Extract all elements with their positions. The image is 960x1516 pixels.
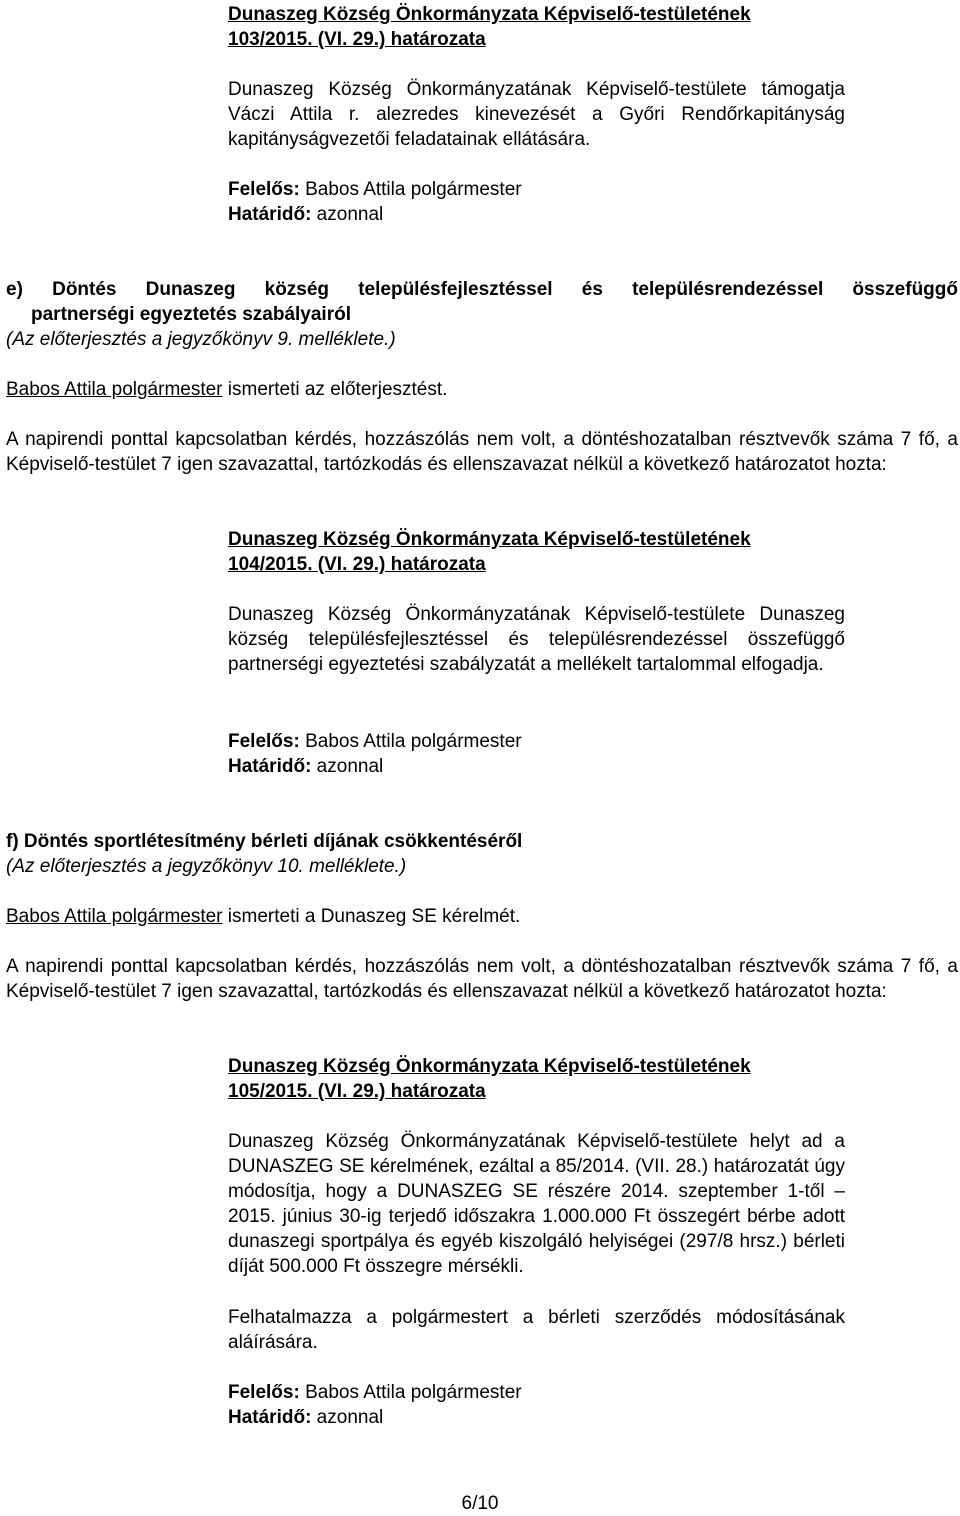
responsible-value: Babos Attila polgármester [299,179,522,200]
deadline-value: azonnal [311,204,384,225]
resolution-text-105: Dunaszeg Község Önkormányzatának Képviselő-testülete helyt ad a DUNASZEG SE kérelmének, ezáltal a 85/2014. (VII. 28.) határozatát úgy módosítja, hogy a DUNASZEG SE részére 2014. szeptember 1-től – 2015. június 30-ig terjedő időszakra 1.000.000 Ft összegért bérbe adott dunaszegi sportpálya és egyéb kiszolgáló helyiségei (297/8 hrsz.) bérleti díját 500.000 Ft összegre mérsékli. [228,1131,845,1277]
resolution-heading-105-line1: Dunaszeg Község Önkormányzata Képviselő-testületének [228,1056,751,1077]
presenter-name: Babos Attila polgármester [6,379,223,400]
resolution-text-103: Dunaszeg Község Önkormányzatának Képviselő-testülete támogatja Váczi Attila r. alezredes kinevezését a Győri Rendőrkapitányság kapitányságvezetői feladatainak ellátására. [228,79,845,150]
responsible-value: Babos Attila polgármester [299,731,522,752]
section-f-vote-text: A napirendi ponttal kapcsolatban kérdés, hozzászólás nem volt, a döntéshozatalban résztvevők száma 7 fő, a Képviselő-testület 7 igen szavazattal, tartózkodás és ellenszavazat nélkül a következő határozatot hozta: [6,956,958,1002]
section-f-presenter-line [6,904,520,929]
deadline-line-105 [228,1405,383,1430]
resolution-heading-104-line1: Dunaszeg Község Önkormányzata Képviselő-testületének [228,529,751,550]
section-e-title-line2: partnerségi egyeztetés szabályairól [31,304,351,325]
resolution-heading-103-line2: 103/2015. (VI. 29.) határozata [228,29,486,50]
section-e-title-line1: e) Döntés Dunaszeg község településfejlesztéssel és településrendezéssel összefüggő [6,279,958,300]
deadline-label: Határidő: [228,1407,312,1428]
section-e-attachment-note: (Az előterjesztés a jegyzőkönyv 9. melléklete.) [6,329,396,350]
resolution-heading-103-line1: Dunaszeg Község Önkormányzata Képviselő-testületének [228,4,751,25]
resolution-text-105-authorization: Felhatalmazza a polgármestert a bérleti szerződés módosításának aláírására. [228,1307,845,1353]
responsible-line-105 [228,1380,522,1405]
responsible-label: Felelős: [228,1382,300,1403]
resolution-text-104: Dunaszeg Község Önkormányzatának Képviselő-testülete Dunaszeg község településfejlesztéssel és településrendezéssel összefüggő partnerségi egyeztetési szabályzatát a mellékelt tartalommal elfogadja. [228,604,845,675]
responsible-line-103 [228,177,522,202]
responsible-line-104 [228,729,522,754]
presenter-name: Babos Attila polgármester [6,906,223,927]
section-f-title: f) Döntés sportlétesítmény bérleti díjának csökkentéséről [6,831,523,852]
deadline-value: azonnal [311,1407,384,1428]
deadline-value: azonnal [311,756,384,777]
page-number: 6/10 [461,1493,499,1514]
presenter-rest: ismerteti az előterjesztést. [222,379,448,400]
deadline-label: Határidő: [228,756,312,777]
responsible-label: Felelős: [228,731,300,752]
presenter-rest: ismerteti a Dunaszeg SE kérelmét. [222,906,521,927]
resolution-heading-104-line2: 104/2015. (VI. 29.) határozata [228,554,486,575]
resolution-heading-105-line2: 105/2015. (VI. 29.) határozata [228,1081,486,1102]
section-f-attachment-note: (Az előterjesztés a jegyzőkönyv 10. melléklete.) [6,856,407,877]
deadline-line-103 [228,202,383,227]
responsible-label: Felelős: [228,179,300,200]
deadline-label: Határidő: [228,204,312,225]
responsible-value: Babos Attila polgármester [299,1382,522,1403]
deadline-line-104 [228,754,383,779]
section-e-vote-text: A napirendi ponttal kapcsolatban kérdés, hozzászólás nem volt, a döntéshozatalban résztvevők száma 7 fő, a Képviselő-testület 7 igen szavazattal, tartózkodás és ellenszavazat nélkül a következő határozatot hozta: [6,429,958,475]
section-e-presenter-line [6,377,447,402]
